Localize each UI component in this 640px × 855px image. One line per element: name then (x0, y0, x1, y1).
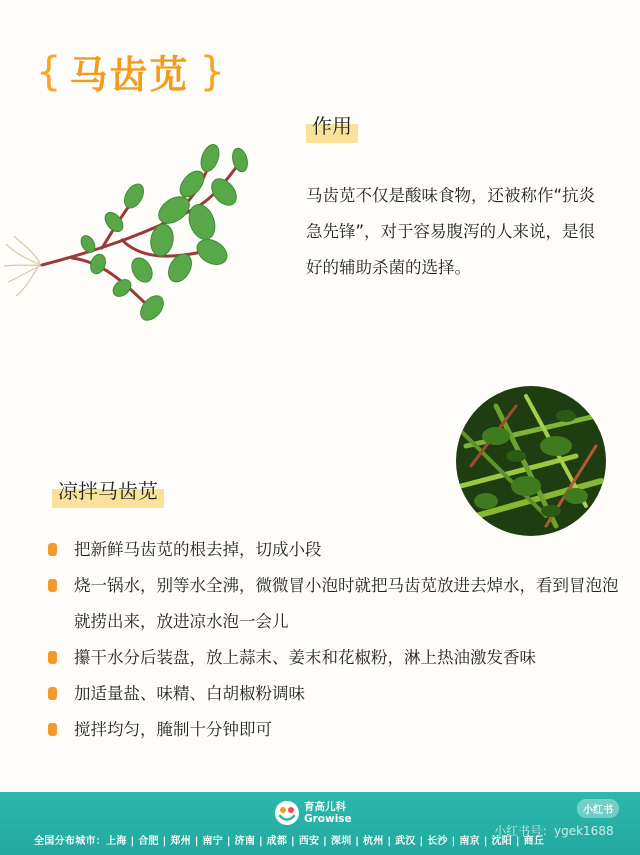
salad-photo (456, 386, 606, 536)
step-text: 攥干水分后装盘，放上蒜末、姜末和花椒粉，淋上热油激发香味 (74, 648, 536, 667)
title-text: 马齿苋 (69, 53, 190, 97)
footer-bar (0, 792, 640, 855)
brand-logo (274, 800, 352, 826)
bullet-icon (48, 723, 57, 736)
step-text: 把新鲜马齿苋的根去掉，切成小段 (74, 540, 322, 559)
bullet-icon (48, 687, 57, 700)
xiaohongshu-badge: 小红书 (577, 799, 619, 818)
bullet-icon (48, 543, 57, 556)
page-title (36, 44, 227, 99)
list-item (48, 640, 628, 676)
brace-close: } (199, 48, 227, 95)
bullet-icon (48, 579, 57, 592)
bullet-icon (48, 651, 57, 664)
watermark-id: 小红书号：ygek1688 (494, 824, 614, 838)
step-text: 搅拌均匀，腌制十分钟即可 (74, 720, 272, 739)
city-list: 全国分布城市：上海 | 合肥 | 郑州 | 南宁 | 济南 | 成都 | 西安 | 深圳 | 杭州 | 武汉 | 长沙 | 南京 | 沈阳 | 商丘 (34, 836, 545, 847)
step-text: 烧一锅水，别等水全沸，微微冒小泡时就把马齿苋放进去焯水，看到冒泡泡就捞出来，放进凉水泡一会儿 (74, 576, 619, 631)
recipe-heading: 凉拌马齿苋 (52, 473, 164, 508)
recipe-steps (48, 532, 628, 748)
step-text: 加适量盐、味精、白胡椒粉调味 (74, 684, 305, 703)
growise-logo-icon (274, 800, 300, 826)
effect-description: 马齿苋不仅是酸味食物，还被称作“抗炎急先锋”，对于容易腹泻的人来说，是很好的辅助杀菌的选择。 (306, 186, 596, 277)
brace-open: { (36, 48, 64, 95)
brand-name-en: Growise (304, 813, 352, 825)
brand-name-cn: 育高儿科 (304, 801, 346, 813)
purslane-illustration (2, 140, 282, 330)
list-item (48, 532, 628, 568)
effect-heading: 作用 (306, 108, 358, 143)
list-item (48, 676, 628, 712)
list-item (48, 712, 628, 748)
list-item (48, 568, 628, 640)
